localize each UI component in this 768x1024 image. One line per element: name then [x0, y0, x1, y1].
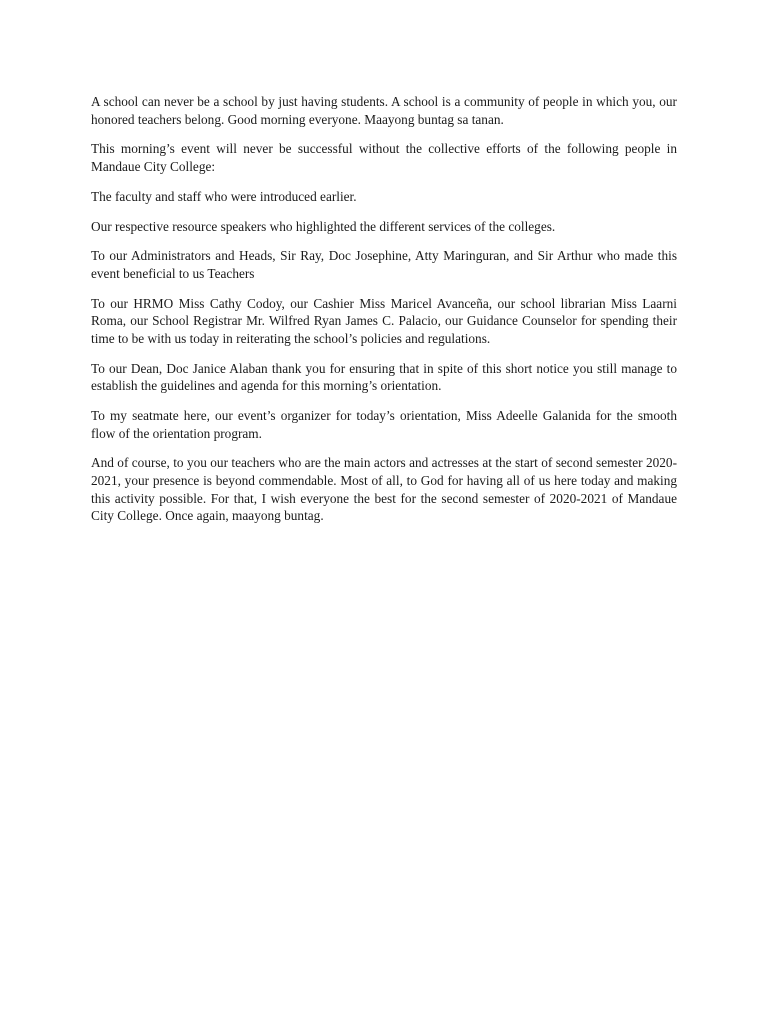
paragraph-organizer: To my seatmate here, our event’s organizer for today’s orientation, Miss Adeelle Galanida for the smooth flow of the orientation program. — [91, 408, 677, 441]
paragraph-resource-speakers: Our respective resource speakers who highlighted the different services of the colleges. — [91, 218, 556, 234]
paragraph-hrmo-staff: To our HRMO Miss Cathy Codoy, our Cashier Miss Maricel Avanceña, our school librarian Miss Laarni Roma, our School Registrar Mr. Wilfred Ryan James C. Palacio, our Guidance Counselor for spending their time to be with us today in reiterating the school’s policies and regulations. — [91, 295, 677, 346]
paragraph-administrators: To our Administrators and Heads, Sir Ray, Doc Josephine, Atty Maringuran, and Sir Arthur who made this event beneficial to us Teachers — [91, 248, 677, 281]
paragraph-acknowledgement-intro: This morning’s event will never be successful without the collective efforts of the following people in Mandaue City College: — [91, 141, 677, 174]
paragraph-dean: To our Dean, Doc Janice Alaban thank you for ensuring that in spite of this short notice you still manage to establish the guidelines and agenda for this morning’s orientation. — [91, 360, 677, 394]
paragraph-closing: And of course, to you our teachers who are the main actors and actresses at the start of second semester 2020-2021, your presence is beyond commendable. Most of all, to God for having all of us here today and making this activity possible. For that, I wish everyone the best for the second semester of 2020-2021 of Mandaue City College. Once again, maayong buntag. — [91, 455, 677, 524]
document-body — [91, 93, 677, 537]
paragraph-opening: A school can never be a school by just having students. A school is a community of people in which you, our honored teachers belong. Good morning everyone. Maayong buntag sa tanan. — [91, 94, 677, 127]
paragraph-faculty-staff: The faculty and staff who were introduced earlier. — [91, 188, 357, 204]
